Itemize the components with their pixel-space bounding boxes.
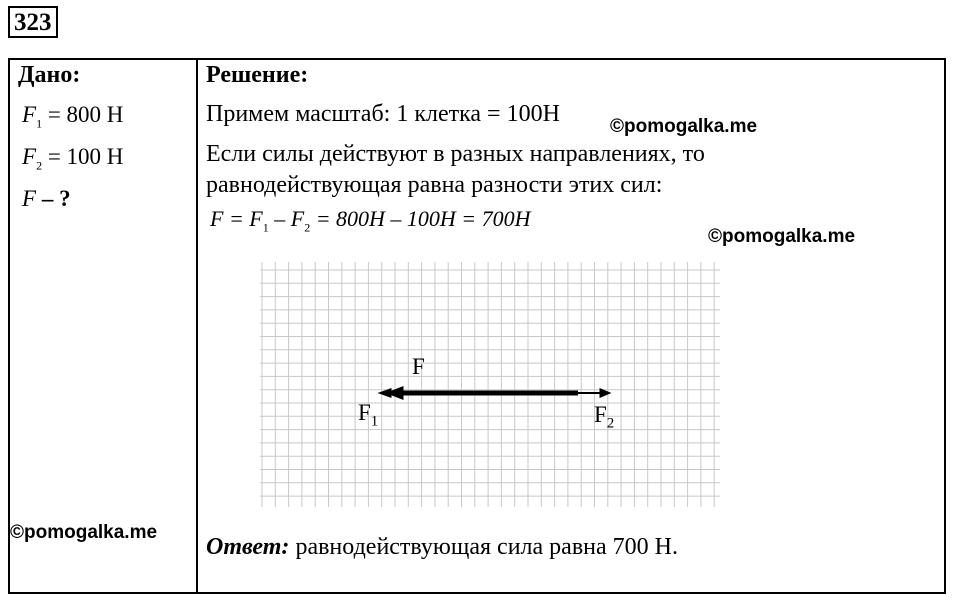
grid-lines: [260, 262, 720, 507]
given-title: Дано:: [18, 62, 81, 88]
watermark-1: ©pomogalka.me: [610, 116, 758, 137]
formula-part-c: = 800H – 100H = 700H: [310, 206, 531, 231]
formula-sub-2: 2: [304, 220, 311, 235]
label-f1-sub: 1: [370, 413, 379, 430]
label-f2-letter: F: [594, 402, 607, 427]
answer-label: Ответ:: [206, 534, 290, 560]
f1-subscript: 1: [36, 116, 43, 131]
answer-text: равнодействующая сила равна 700 Н.: [289, 534, 678, 560]
formula-part-a: F = F: [210, 206, 263, 231]
formula: [210, 206, 531, 235]
answer: [206, 534, 678, 561]
label-f1-letter: F: [358, 400, 371, 425]
label-resultant: F: [412, 354, 425, 379]
watermark-2: ©pomogalka.me: [708, 226, 856, 247]
solution-line-2: равнодействующая равна разности этих сил:: [206, 172, 663, 198]
solution-title: Решение:: [206, 62, 309, 88]
label-f2: [594, 402, 614, 433]
solution-line-1: Если силы действуют в разных направлениях, то: [206, 141, 705, 167]
find-symbol: F: [22, 186, 37, 211]
label-f2-sub: 2: [606, 415, 615, 432]
given-find: [22, 186, 71, 212]
find-text: – ?: [41, 186, 71, 211]
force-diagram: [260, 262, 720, 507]
given-f2: [22, 144, 123, 174]
formula-sub-1: 1: [262, 220, 269, 235]
formula-part-b: – F: [268, 206, 305, 231]
f2-value: = 100 Н: [47, 144, 124, 169]
column-divider: [196, 58, 198, 594]
given-f1: [22, 102, 123, 132]
scale-text: Примем масштаб: 1 клетка = 100Н: [206, 101, 560, 127]
problem-number: 323: [8, 6, 58, 38]
f1-value: = 800 Н: [47, 102, 124, 127]
f2-symbol: F: [22, 144, 37, 169]
f2-subscript: 2: [36, 158, 43, 173]
watermark-3: ©pomogalka.me: [10, 522, 158, 543]
label-f1: [358, 400, 378, 431]
f1-symbol: F: [22, 102, 37, 127]
